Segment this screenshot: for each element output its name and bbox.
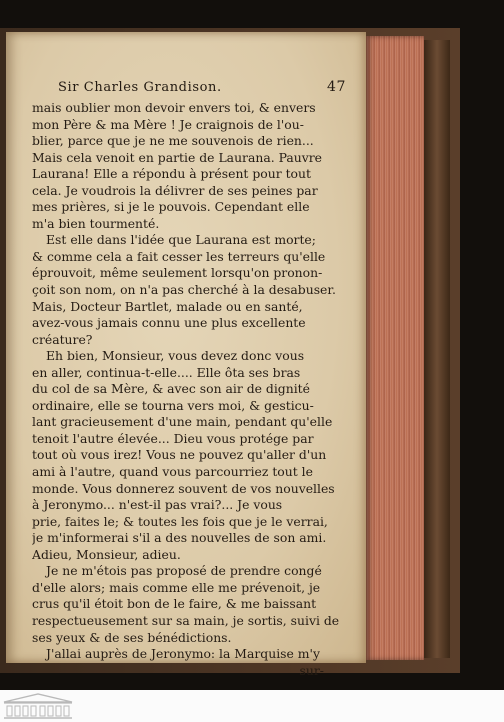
text-line: cela. Je voudrois la délivrer de ses peines par [32, 182, 318, 198]
text-line: ami à l'autre, quand vous parcourriez tout le [32, 464, 313, 480]
text-line: crus qu'il étoit bon de le faire, & me baissant [32, 596, 317, 612]
text-line: ordinaire, elle se tourna vers moi, & gesticu- [32, 397, 314, 413]
text-line: Mais, Docteur Bartlet, malade ou en santé, [32, 298, 303, 314]
text-line: respectueusement sur sa main, je sortis, suivi de [32, 612, 340, 628]
text-line: prie, faites le; & toutes les fois que je le verrai, [32, 513, 328, 529]
page-edges-fore-edge [366, 36, 424, 660]
text-line: tout où vous irez! Vous ne pouvez qu'aller d'un [32, 447, 327, 463]
page-body-text [32, 100, 346, 679]
text-line: à Jeronymo... n'est-il pas vrai?... Je vous [32, 497, 283, 513]
running-title: Sir Charles Grandison. [58, 80, 222, 95]
text-line: Laurana! Elle a répondu à présent pour tout [32, 166, 311, 182]
text-line: monde. Vous donnerez souvent de vos nouvelles [32, 480, 335, 496]
text-line: créature? [32, 331, 93, 347]
running-header [58, 80, 358, 100]
text-line: lant gracieusement d'une main, pendant qu'elle [32, 414, 333, 430]
text-line: mais oublier mon devoir envers toi, & envers [32, 100, 316, 115]
text-line: ses yeux & de ses bénédictions. [32, 629, 232, 645]
book-cover-edge [424, 40, 450, 658]
text-line: J'allai auprès de Jeronymo: la Marquise m'y [46, 646, 320, 662]
text-line: Eh bien, Monsieur, vous devez donc vous [46, 348, 305, 364]
text-line: en aller, continua-t-elle.... Elle ôta ses bras [32, 364, 301, 380]
text-line: mes prières, si je le pouvois. Cependant elle [32, 199, 310, 215]
page-number: 47 [326, 79, 346, 95]
catchword: sur- [299, 662, 324, 678]
text-line: mon Père & ma Mère ! Je craignois de l'ou- [32, 116, 304, 132]
text-line: du col de sa Mère, & avec son air de dignité [32, 381, 310, 397]
text-line: çoit son nom, on n'a pas cherché à la desabuser. [32, 282, 336, 298]
text-line: éprouvoit, même seulement lorsqu'on pronon- [32, 265, 323, 281]
footer-bar [0, 690, 504, 722]
library-building-logo-icon [2, 692, 74, 720]
text-line: Adieu, Monsieur, adieu. [32, 546, 181, 562]
text-line: d'elle alors; mais comme elle me prévenoit, je [32, 579, 321, 595]
text-line: Est elle dans l'idée que Laurana est morte; [46, 232, 316, 248]
text-line: Je ne m'étois pas proposé de prendre congé [46, 563, 322, 579]
text-line: & comme cela a fait cesser les terreurs qu'elle [32, 248, 326, 264]
text-line: avez-vous jamais connu une plus excellente [32, 315, 306, 331]
text-line: tenoit l'autre élevée... Dieu vous protége par [32, 430, 314, 446]
text-line: je m'informerai s'il a des nouvelles de son ami. [32, 530, 327, 546]
text-line: blier, parce que je ne me souvenois de rien... [32, 133, 314, 149]
text-line: Mais cela venoit en partie de Laurana. Pauvre [32, 149, 323, 165]
text-line: m'a bien tourmenté. [32, 215, 160, 231]
